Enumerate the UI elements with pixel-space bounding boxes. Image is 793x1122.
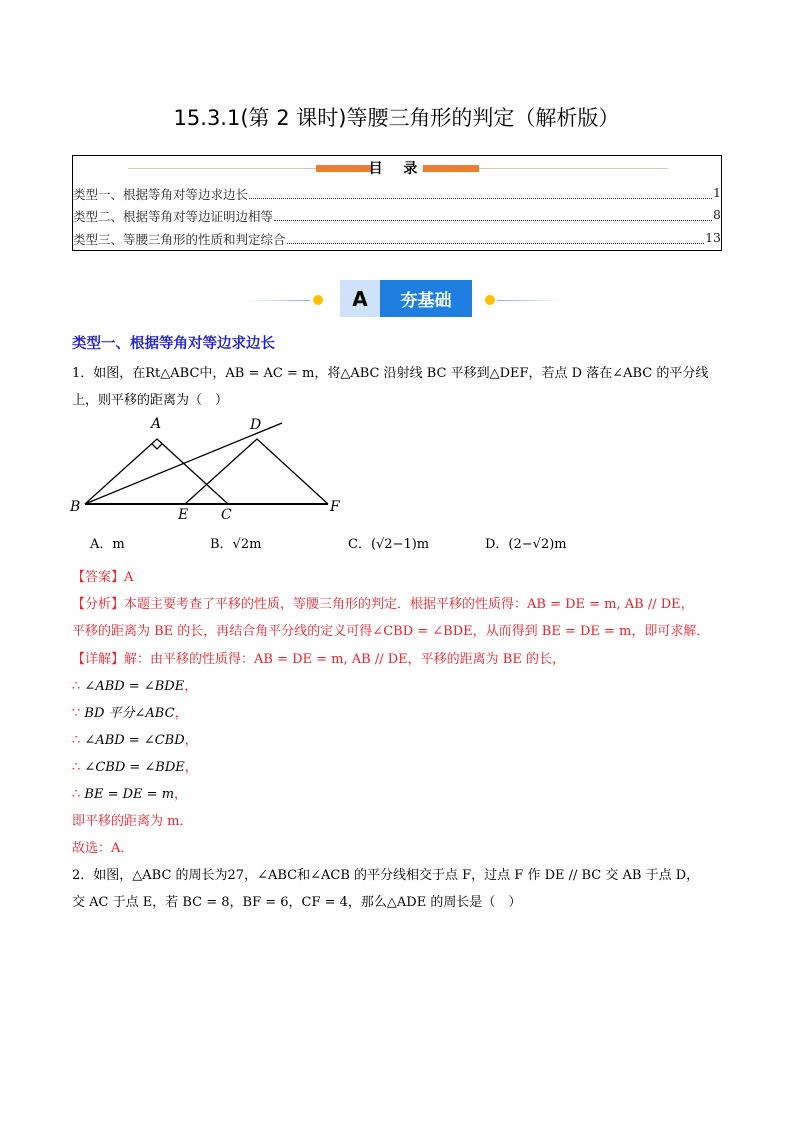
label-F: F bbox=[330, 499, 340, 515]
step: ∴ ∠ABD = ∠BDE， bbox=[72, 679, 198, 694]
choice: 故选：A． bbox=[72, 841, 134, 856]
section-banner bbox=[245, 280, 565, 317]
option-d[interactable]: D．(2−√2)m bbox=[485, 537, 567, 552]
option-b[interactable]: B．√2m bbox=[210, 537, 262, 552]
conclusion: 即平移的距离为 m． bbox=[72, 814, 193, 829]
detail: 【详解】解：由平移的性质得：AB = DE = m, AB // DE，平移的距离为 BE 的长， bbox=[72, 652, 565, 667]
step: ∴ BE = DE = m， bbox=[72, 787, 188, 802]
page-title: 15.3.1(第 2 课时)等腰三角形的判定（解析版） bbox=[173, 106, 620, 130]
label-E: E bbox=[178, 507, 189, 523]
step: ∵ BD 平分∠ABC， bbox=[72, 706, 188, 721]
toc-heading: 目 录 bbox=[368, 161, 426, 177]
toc-item[interactable] bbox=[73, 207, 721, 225]
question-2-text: 交 AC 于点 E，若 BC = 8，BF = 6，CF = 4，那么△ADE 的周长是（ ） bbox=[72, 895, 522, 910]
option-a[interactable]: A．m bbox=[90, 537, 125, 552]
label-C: C bbox=[221, 507, 232, 523]
toc-label: 类型二、根据等角对等边证明边相等 bbox=[73, 209, 274, 224]
toc-label: 类型一、根据等角对等边求边长 bbox=[73, 187, 249, 202]
analysis: 【分析】本题主要考查了平移的性质，等腰三角形的判定．根据平移的性质得：AB = DE = m, AB // DE， bbox=[72, 597, 694, 612]
answer: 【答案】A bbox=[72, 570, 134, 585]
toc-item[interactable] bbox=[73, 230, 721, 248]
section-heading: 类型一、根据等角对等边求边长 bbox=[72, 336, 275, 352]
section-letter: A bbox=[340, 280, 380, 317]
step: ∴ ∠CBD = ∠BDE， bbox=[72, 760, 198, 775]
label-D: D bbox=[250, 417, 262, 433]
question-1-text: 1．如图，在Rt△ABC中，AB = AC = m，将△ABC 沿射线 BC 平移到△DEF，若点 D 落在∠ABC 的平分线 bbox=[72, 366, 709, 381]
toc-page: 8 bbox=[713, 207, 721, 222]
table-of-contents bbox=[72, 155, 722, 251]
toc-label: 类型三、等腰三角形的性质和判定综合 bbox=[73, 232, 286, 247]
question-1-text: 上，则平移的距离为（ ） bbox=[72, 393, 229, 408]
step: ∴ ∠ABD = ∠CBD， bbox=[72, 733, 198, 748]
option-c[interactable]: C．(√2−1)m bbox=[348, 537, 430, 552]
label-B: B bbox=[70, 499, 81, 515]
question-2-text: 2．如图，△ABC 的周长为27，∠ABC和∠ACB 的平分线相交于点 F，过点 F 作 DE // BC 交 AB 于点 D， bbox=[72, 868, 700, 883]
triangle-figure bbox=[70, 412, 340, 524]
section-label: 夯基础 bbox=[380, 280, 472, 317]
toc-page: 13 bbox=[705, 230, 721, 245]
label-A: A bbox=[151, 416, 162, 432]
toc-item[interactable] bbox=[73, 185, 721, 203]
toc-page: 1 bbox=[713, 185, 721, 200]
analysis: 平移的距离为 BE 的长，再结合角平分线的定义可得∠CBD = ∠BDE，从而得到 BE = DE = m，即可求解． bbox=[72, 624, 710, 639]
